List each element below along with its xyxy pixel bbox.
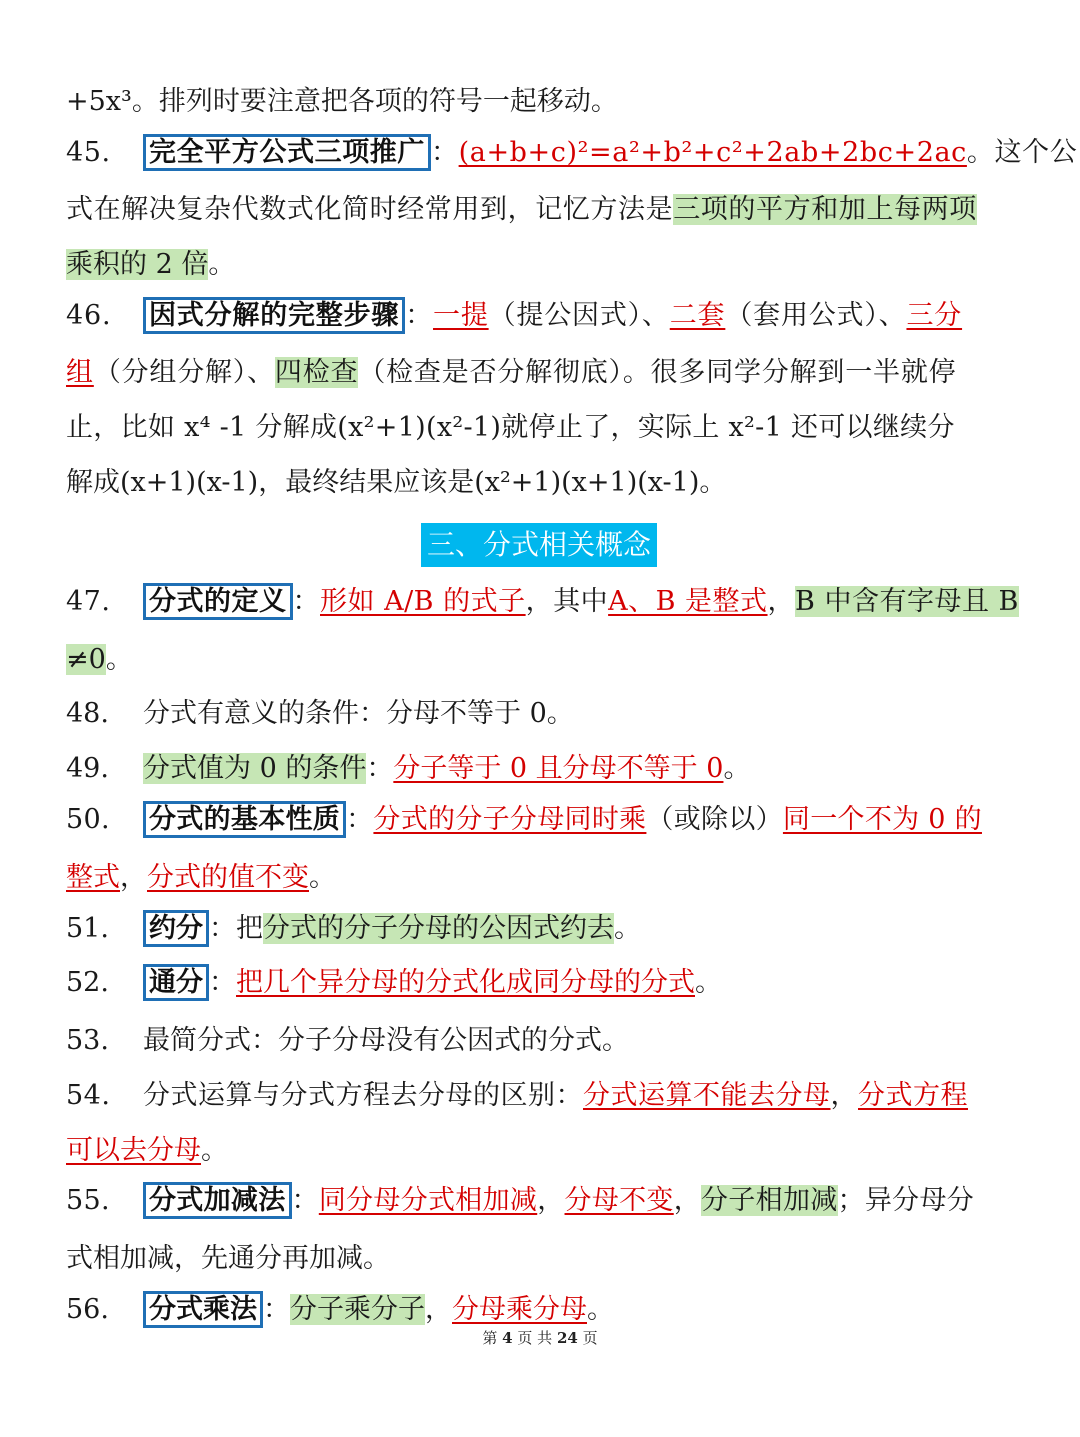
current-page-number: 4 — [502, 1329, 513, 1347]
item-56 — [66, 1290, 1016, 1330]
key-text: 分式方程 — [858, 1080, 968, 1111]
text: ， — [120, 862, 147, 893]
highlight: ≠0 — [66, 644, 106, 675]
key-text: A、B 是整式 — [608, 586, 768, 617]
total-pages-number: 24 — [556, 1329, 578, 1347]
item-50 — [66, 800, 1016, 840]
text: 式在解决复杂代数式化简时经常用到，记忆方法是 — [66, 194, 674, 225]
text: 分式有意义的条件：分母不等于 0。 — [143, 698, 574, 729]
footer-text: 第 — [482, 1329, 498, 1347]
highlight: 乘积的 2 倍 — [66, 249, 209, 280]
item-number: 45. — [66, 137, 111, 168]
footer-text: 页 — [582, 1329, 598, 1347]
sep: ： — [431, 137, 459, 168]
highlight: B 中含有字母且 B — [795, 586, 1019, 617]
key-text: 分式的值不变 — [147, 862, 309, 893]
highlight: 分子相加减 — [701, 1185, 838, 1216]
formula: (a+b+c)²=a²+b²+c²+2ab+2bc+2ac — [458, 137, 967, 168]
sep: ：把 — [209, 913, 263, 944]
section-heading: 三、分式相关概念 — [421, 523, 657, 567]
text: （套用公式）、 — [725, 300, 907, 331]
key-text: 把几个异分母的分式化成同分母的分式 — [236, 967, 695, 998]
sep: ： — [291, 1185, 319, 1216]
item-46-line-4 — [66, 463, 1016, 503]
text: 。 — [587, 1294, 614, 1325]
text: （或除以） — [646, 804, 783, 835]
text: 。 — [723, 753, 751, 784]
term-box: 分式乘法 — [143, 1291, 263, 1328]
item-52 — [66, 963, 1016, 1003]
term-box: 分式的基本性质 — [143, 801, 346, 838]
item-number: 56. — [66, 1294, 109, 1325]
item-45-line-2 — [66, 190, 1016, 230]
item-number: 51. — [66, 913, 109, 944]
sep: ： — [209, 967, 236, 998]
term-box: 因式分解的完整步骤 — [143, 297, 405, 334]
page-footer — [0, 1327, 1080, 1348]
sep: ： — [405, 300, 434, 331]
item-47-line-2 — [66, 640, 1016, 680]
key-text: 分子等于 0 且分母不等于 0 — [393, 753, 724, 784]
text: 。 — [201, 1135, 228, 1166]
text: ， — [537, 1185, 565, 1216]
term-box: 通分 — [143, 964, 209, 1001]
sep: ： — [263, 1294, 290, 1325]
text: 。 — [208, 249, 236, 280]
text: 。 — [105, 644, 133, 675]
item-51 — [66, 909, 1016, 949]
sep: ： — [366, 753, 394, 784]
text: 式相加减，先通分再加减。 — [66, 1243, 390, 1274]
item-number: 49. — [66, 753, 109, 784]
term-box: 约分 — [143, 910, 209, 947]
key-text: 分母不变 — [564, 1185, 674, 1216]
item-54 — [66, 1076, 1016, 1116]
step: 一提 — [433, 300, 489, 331]
text: 。 — [309, 862, 336, 893]
item-46 — [66, 296, 1016, 336]
key-text: 分母乘分母 — [452, 1294, 587, 1325]
step: 二套 — [669, 300, 726, 331]
highlight: 分子乘分子 — [290, 1294, 425, 1325]
text: ， — [767, 586, 796, 617]
key-text: 同分母分式相加减 — [318, 1185, 538, 1216]
highlight: 分式的分子分母的公因式约去 — [263, 913, 614, 944]
text: 最简分式：分子分母没有公因式的分式。 — [143, 1025, 629, 1056]
text: （分组分解）、 — [93, 357, 275, 388]
item-number: 55. — [66, 1185, 110, 1216]
footer-text: 页 共 — [517, 1329, 553, 1347]
key-text: 同一个不为 0 的 — [782, 804, 982, 835]
sep: ： — [292, 586, 320, 617]
item-45-line-3 — [66, 245, 1016, 285]
text: ，其中 — [525, 586, 609, 617]
item-54-line-2 — [66, 1131, 1016, 1171]
highlight: 四检查 — [274, 357, 359, 388]
text: 。 — [614, 913, 641, 944]
highlight: 分式值为 0 的条件 — [143, 753, 367, 784]
text: 分式运算与分式方程去分母的区别： — [143, 1080, 583, 1111]
text: ， — [425, 1294, 452, 1325]
text: ， — [830, 1080, 858, 1111]
item-number: 47. — [66, 586, 111, 617]
key-text: 形如 A/B 的式子 — [320, 586, 526, 617]
step: 组 — [66, 357, 94, 388]
text: 。 — [695, 967, 722, 998]
text: 。这个公 — [966, 137, 1078, 168]
text: 止，比如 x⁴ -1 分解成(x²+1)(x²-1)就停止了，实际上 x²-1 还可以继续分 — [66, 412, 955, 443]
item-48 — [66, 694, 1016, 734]
item-47 — [66, 582, 1019, 622]
step: 三分 — [906, 300, 963, 331]
sep: ： — [346, 804, 374, 835]
item-number: 50. — [66, 804, 110, 835]
key-text: 整式 — [66, 862, 120, 893]
term-box: 分式加减法 — [143, 1182, 292, 1219]
key-text: 可以去分母 — [66, 1135, 201, 1166]
text: 解成(x+1)(x-1)，最终结果应该是(x²+1)(x+1)(x-1)。 — [66, 467, 727, 498]
text: （提公因式）、 — [488, 300, 670, 331]
item-number: 53. — [66, 1025, 109, 1056]
text: +5x³。排列时要注意把各项的符号一起移动。 — [66, 86, 618, 117]
item-number: 54. — [66, 1080, 111, 1111]
text: （检查是否分解彻底）。很多同学分解到一半就停 — [358, 357, 957, 388]
item-55 — [66, 1181, 1016, 1221]
item-55-line-2 — [66, 1239, 1016, 1279]
key-text: 分式运算不能去分母 — [583, 1080, 831, 1111]
item-45 — [66, 133, 1078, 173]
term-box: 完全平方公式三项推广 — [143, 134, 431, 171]
line-continuation — [66, 82, 1016, 122]
text: ， — [673, 1185, 702, 1216]
key-text: 分式的分子分母同时乘 — [373, 804, 647, 835]
item-49 — [66, 749, 1016, 789]
highlight: 三项的平方和加上每两项 — [673, 194, 977, 225]
item-50-line-2 — [66, 858, 1016, 898]
item-number: 48. — [66, 698, 109, 729]
item-53 — [66, 1021, 1016, 1061]
item-number: 46. — [66, 300, 112, 331]
text: ；异分母分 — [837, 1185, 975, 1216]
item-number: 52. — [66, 967, 109, 998]
item-46-line-3 — [66, 408, 1016, 448]
term-box: 分式的定义 — [143, 583, 293, 620]
item-46-line-2 — [66, 353, 1016, 393]
